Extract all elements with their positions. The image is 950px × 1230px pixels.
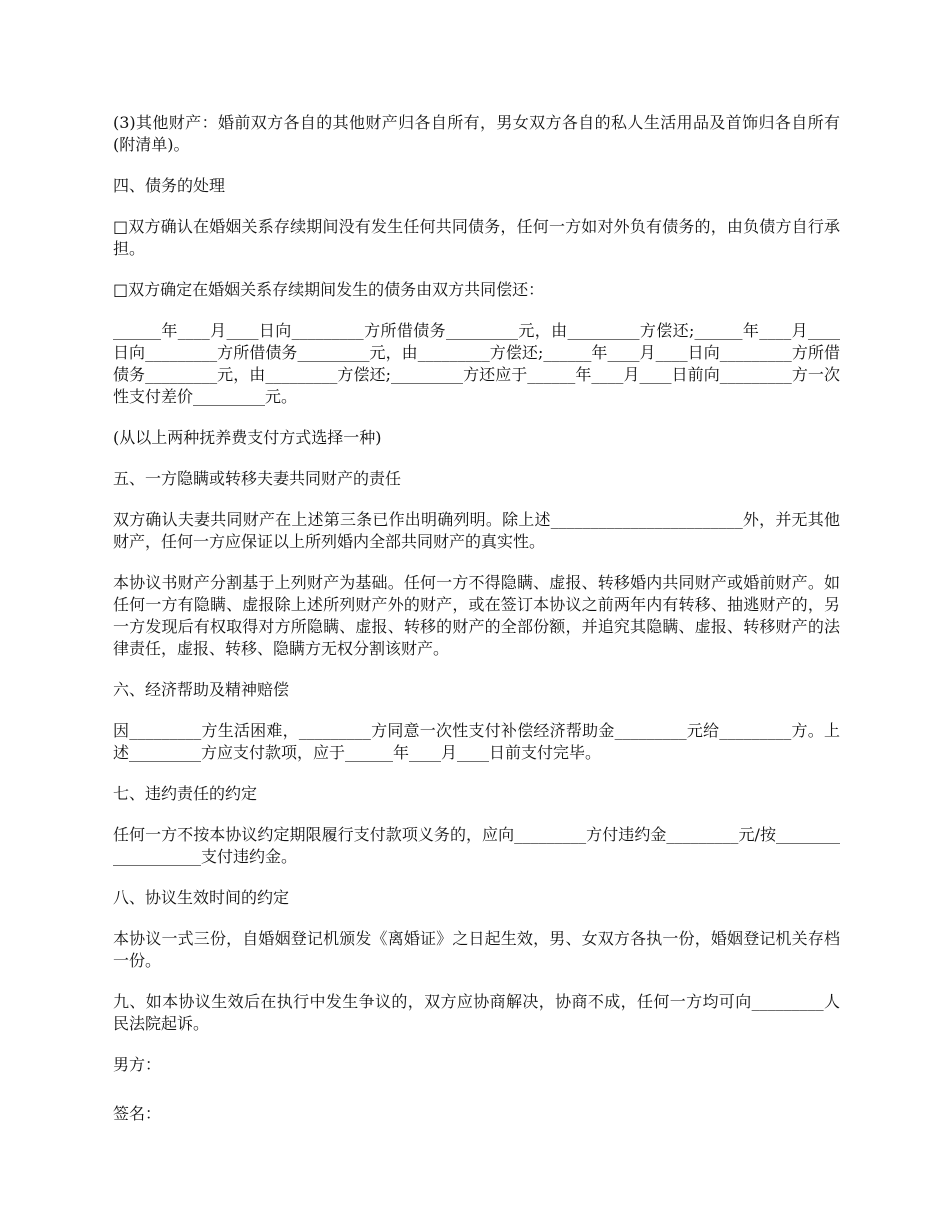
choose-one-note: (从以上两种抚养费支付方式选择一种) — [113, 428, 382, 447]
signature-label: 签名： — [113, 1104, 162, 1123]
economic-aid-clause: 因_________方生活困难，_________方同意一次性支付补偿经济帮助金_________元给_________方。上述_________方应支付款项，应于______年____月____日前支付完毕。 — [113, 721, 840, 762]
section-6-heading: 六、经济帮助及精神赔偿 — [113, 680, 290, 699]
breach-clause: 任何一方不按本协议约定期限履行支付款项义务的，应向_________方付违约金_________元/按___________________支付违约金。 — [113, 825, 840, 866]
document-page — [113, 112, 840, 1152]
concealment-clause: 本协议书财产分割基于上列财产为基础。任何一方不得隐瞒、虚报、转移婚内共同财产或婚前财产。如任何一方有隐瞒、虚报除上述所列财产外的财产，或在签订本协议之前两年内有转移、抽逃财产的，另一方发现后有权取得对方所隐瞒、虚报、转移的财产的全部份额，并追究其隐瞒、虚报、转移财产的法律责任，虚报、转移、隐瞒方无权分割该财产。 — [113, 573, 840, 658]
debt-option-2: □双方确定在婚姻关系存续期间发生的债务由双方共同偿还： — [113, 280, 545, 299]
debt-schedule: ______年____月____日向_________方所借债务_________元，由_________方偿还;______年____月____日向_________方所借债务_________元，由_________方偿还;______年____月____日向_________方所借债务_________元，由_________方偿还;_________方还应于______年____月____日前向_________方一次性支付差价_________元。 — [113, 321, 840, 406]
property-confirmation: 双方确认夫妻共同财产在上述第三条已作出明确列明。除上述________________________外，并无其他财产，任何一方应保证以上所列婚内全部共同财产的真实性。 — [113, 510, 840, 551]
section-7-heading: 七、违约责任的约定 — [113, 784, 258, 803]
male-party-label: 男方： — [113, 1055, 162, 1074]
other-property-clause: (3)其他财产：婚前双方各自的其他财产归各自所有，男女双方各自的私人生活用品及首饰归各自所有(附清单)。 — [113, 113, 840, 154]
dispute-clause: 九、如本协议生效后在执行中发生争议的，双方应协商解决，协商不成，任何一方均可向_________人民法院起诉。 — [113, 992, 840, 1033]
debt-option-1: □双方确认在婚姻关系存续期间没有发生任何共同债务，任何一方如对外负有债务的，由负债方自行承担。 — [113, 217, 840, 258]
effective-clause: 本协议一式三份，自婚姻登记机颁发《离婚证》之日起生效，男、女双方各执一份，婚姻登记机关存档一份。 — [113, 929, 840, 970]
section-5-heading: 五、一方隐瞒或转移夫妻共同财产的责任 — [113, 469, 402, 488]
section-4-heading: 四、债务的处理 — [113, 176, 226, 195]
section-8-heading: 八、协议生效时间的约定 — [113, 888, 290, 907]
